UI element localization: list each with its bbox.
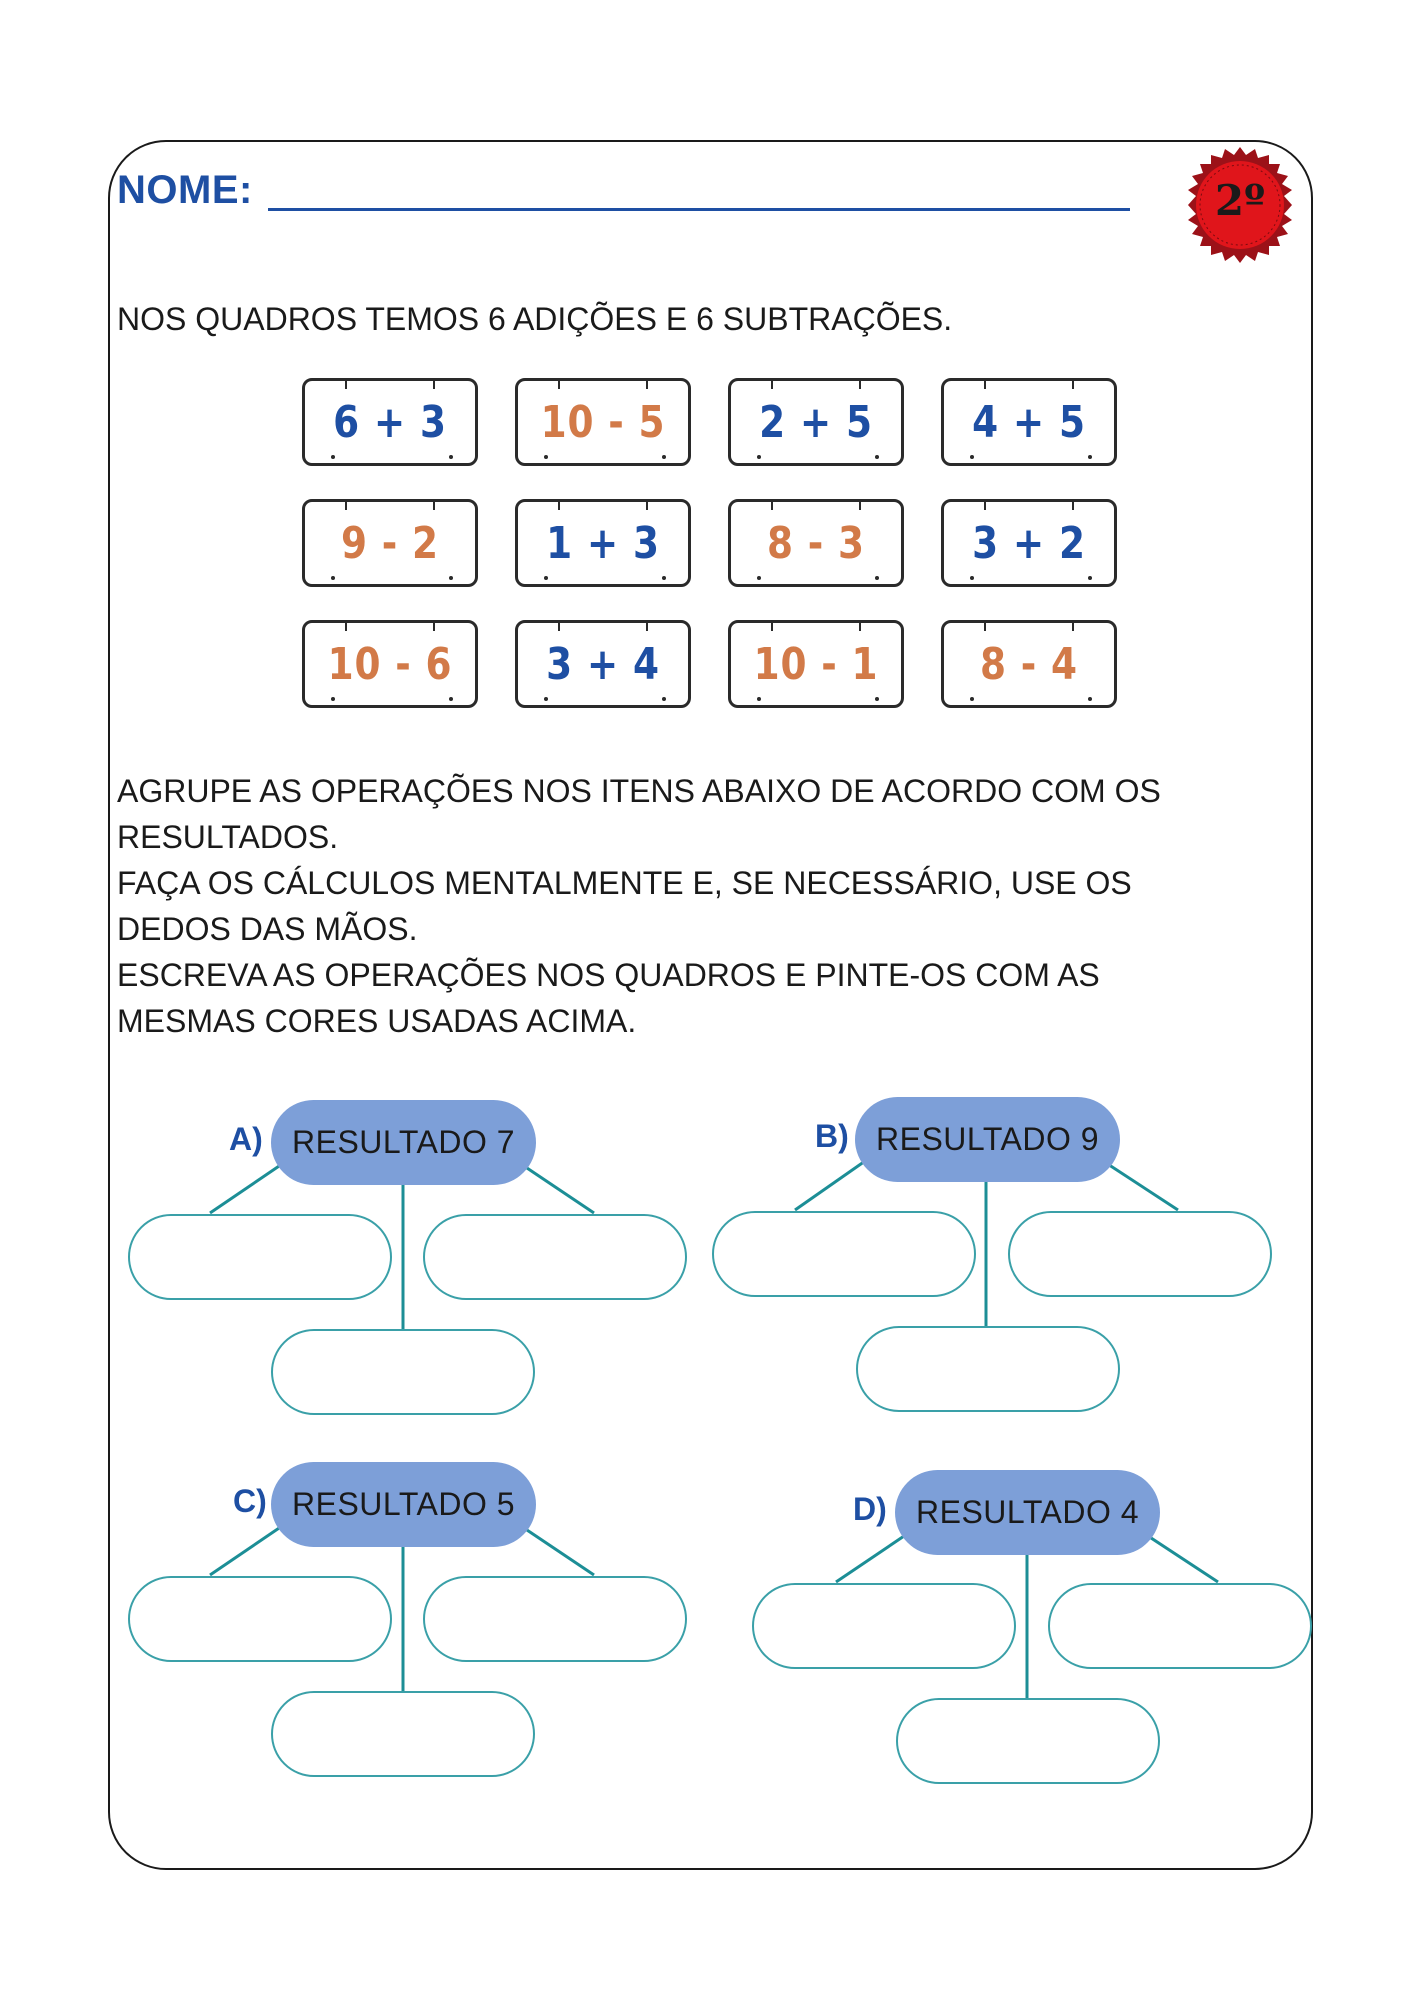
answer-box[interactable] — [271, 1329, 535, 1415]
operation-text: 2 + 5 — [759, 397, 873, 448]
answer-box[interactable] — [423, 1576, 687, 1662]
answer-box[interactable] — [896, 1698, 1160, 1784]
operation-text: 10 - 1 — [753, 639, 879, 690]
operation-text: 6 + 3 — [333, 397, 447, 448]
answer-box[interactable] — [271, 1691, 535, 1777]
group-result-label: RESULTADO 5 — [271, 1462, 536, 1547]
operation-text: 4 + 5 — [972, 397, 1086, 448]
name-label: NOME: — [117, 168, 253, 212]
answer-box[interactable] — [856, 1326, 1120, 1412]
operation-text: 9 - 2 — [341, 518, 439, 569]
answer-box[interactable] — [128, 1214, 392, 1300]
operation-text: 10 - 5 — [540, 397, 666, 448]
operation-text: 1 + 3 — [546, 518, 660, 569]
answer-box[interactable] — [752, 1583, 1016, 1669]
instruction-line: FAÇA OS CÁLCULOS MENTALMENTE E, SE NECESSÁRIO, USE OS — [117, 865, 1132, 901]
operation-text: 10 - 6 — [327, 639, 453, 690]
instruction-line: RESULTADOS. — [117, 819, 339, 855]
answer-box[interactable] — [1048, 1583, 1312, 1669]
answer-box[interactable] — [423, 1214, 687, 1300]
instruction-line: ESCREVA AS OPERAÇÕES NOS QUADROS E PINTE-OS COM AS — [117, 957, 1100, 993]
instruction-line: DEDOS DAS MÃOS. — [117, 911, 418, 947]
group-letter: A) — [229, 1121, 263, 1157]
operation-text: 3 + 2 — [972, 518, 1086, 569]
group-letter: D) — [853, 1491, 887, 1527]
instruction-line: MESMAS CORES USADAS ACIMA. — [117, 1003, 637, 1039]
group-result-label: RESULTADO 9 — [855, 1097, 1120, 1182]
operation-text: 3 + 4 — [546, 639, 660, 690]
answer-box[interactable] — [128, 1576, 392, 1662]
grade-badge: 2º — [1214, 176, 1266, 225]
group-result-label: RESULTADO 4 — [895, 1470, 1160, 1555]
instruction-line: AGRUPE AS OPERAÇÕES NOS ITENS ABAIXO DE ACORDO COM OS — [117, 773, 1161, 809]
operation-text: 8 - 4 — [980, 639, 1078, 690]
intro-text: NOS QUADROS TEMOS 6 ADIÇÕES E 6 SUBTRAÇÕES. — [117, 301, 953, 337]
answer-box[interactable] — [712, 1211, 976, 1297]
group-letter: B) — [815, 1118, 849, 1154]
group-letter: C) — [233, 1483, 267, 1519]
operation-text: 8 - 3 — [767, 518, 865, 569]
group-result-label: RESULTADO 7 — [271, 1100, 536, 1185]
answer-box[interactable] — [1008, 1211, 1272, 1297]
